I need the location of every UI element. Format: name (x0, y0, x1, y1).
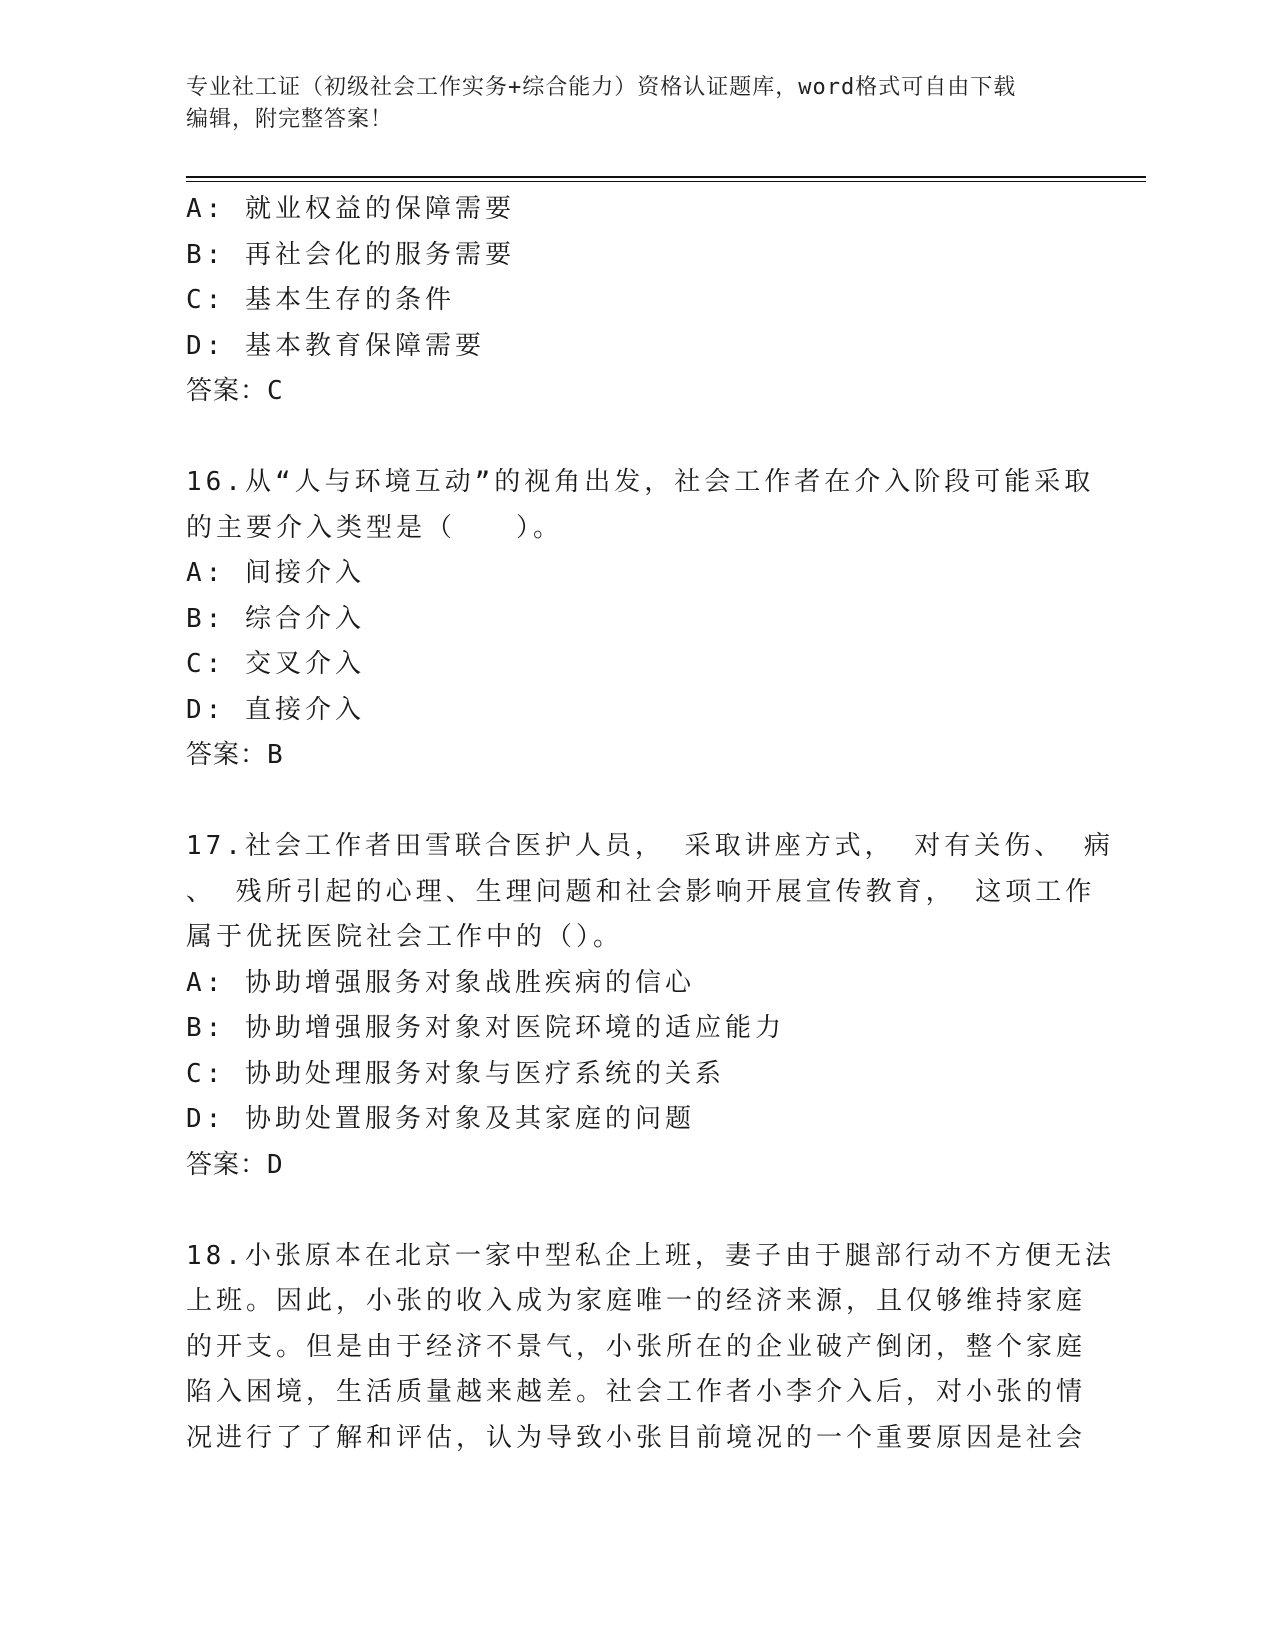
question-15-block (186, 187, 1086, 415)
question-stem-line: 18.小张原本在北京一家中型私企上班，妻子由于腿部行动不方便无法 (186, 1240, 1115, 1271)
document-header (186, 72, 1086, 136)
header-divider-thin (186, 181, 1146, 182)
option-d: D: 基本教育保障需要 (186, 330, 485, 361)
option-a: A: 协助增强服务对象战胜疾病的信心 (186, 967, 695, 998)
answer-line: 答案：C (186, 376, 284, 406)
question-stem-line: 的开支。但是由于经济不景气，小张所在的企业破产倒闭，整个家庭 (186, 1331, 1087, 1362)
question-stem-line: 的主要介入类型是（ ）。 (186, 512, 564, 543)
spacer (186, 1188, 1086, 1234)
option-b: B: 再社会化的服务需要 (186, 239, 515, 270)
header-divider (186, 176, 1146, 178)
question-stem-line: 16.从“人与环境互动”的视角出发，社会工作者在介入阶段可能采取 (186, 467, 1095, 497)
question-stem-line: 况进行了了解和评估，认为导致小张目前境况的一个重要原因是社会 (186, 1422, 1087, 1453)
question-stem-line: 17.社会工作者田雪联合医护人员， 采取讲座方式， 对有关伤、 病 (186, 831, 1114, 861)
option-d: D: 协助处置服务对象及其家庭的问题 (186, 1104, 695, 1134)
option-b: B: 综合介入 (186, 603, 365, 634)
answer-line: 答案：D (186, 1149, 284, 1180)
question-17-block (186, 824, 1114, 1188)
answer-line: 答案：B (186, 740, 284, 770)
spacer (186, 779, 1086, 825)
question-16-block (186, 460, 1095, 779)
option-c: C: 交叉介入 (186, 649, 365, 679)
question-stem-line: 、 残所引起的心理、生理问题和社会影响开展宣传教育， 这项工作 (186, 876, 1096, 907)
question-18-block (186, 1234, 1115, 1462)
header-line-1: 专业社工证（初级社会工作实务+综合能力）资格认证题库，word格式可自由下载 (186, 75, 1017, 100)
question-stem-line: 上班。因此，小张的收入成为家庭唯一的经济来源，且仅够维持家庭 (186, 1286, 1087, 1316)
question-content (186, 187, 1115, 1461)
header-line-2: 编辑，附完整答案！ (186, 107, 394, 132)
question-stem-line: 属于优抚医院社会工作中的（）。 (186, 922, 624, 952)
option-a: A: 就业权益的保障需要 (186, 194, 515, 224)
option-c: C: 协助处理服务对象与医疗系统的关系 (186, 1058, 725, 1089)
option-a: A: 间接介入 (186, 558, 365, 588)
option-c: C: 基本生存的条件 (186, 285, 455, 315)
option-d: D: 直接介入 (186, 694, 365, 725)
question-stem-line: 陷入困境，生活质量越来越差。社会工作者小李介入后，对小张的情 (186, 1377, 1087, 1407)
option-b: B: 协助增强服务对象对医院环境的适应能力 (186, 1013, 785, 1043)
spacer (186, 415, 1086, 461)
